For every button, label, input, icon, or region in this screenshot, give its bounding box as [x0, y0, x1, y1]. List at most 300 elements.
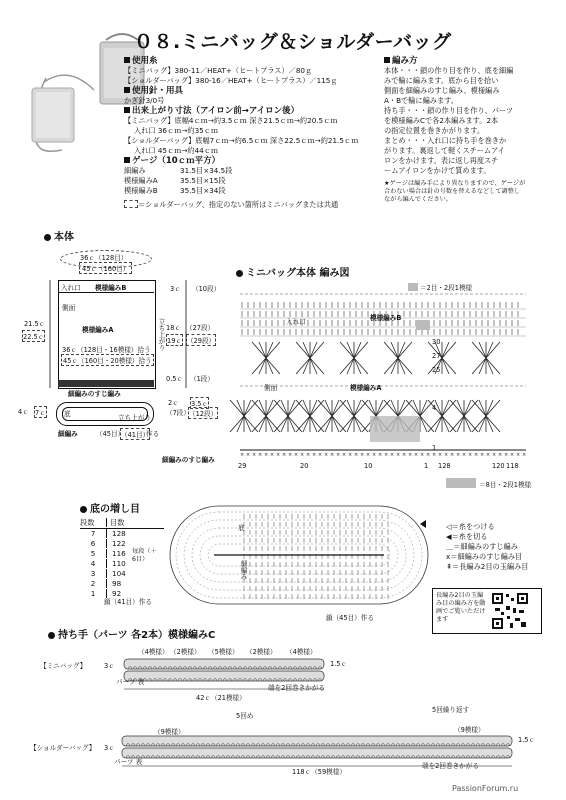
chart-stitch-x: × — [396, 452, 401, 458]
leaf-stitch — [442, 416, 449, 432]
materials-heading: 使用糸 — [132, 56, 158, 66]
col-label-128: 128 — [438, 462, 451, 470]
leaf-stitch — [457, 416, 464, 432]
stand-label: 立ち上がり — [157, 318, 165, 351]
base-row: 7 128 — [90, 529, 126, 538]
height-mini: 21.5ｃ — [24, 320, 46, 328]
size-mini-1: 【ミニバッグ】底幅4ｃｍ→約3.5ｃｍ 深さ21.5ｃｍ→約20.5ｃｍ — [124, 116, 338, 125]
tools-heading: 使用針・用具 — [132, 86, 184, 96]
handle-shoulder-label: 【ショルダーバッグ】 — [30, 744, 96, 752]
base-arrow-icon — [420, 520, 426, 528]
leaf-stitch — [332, 400, 346, 416]
gauge-row: 模様編みA 35.5目×15段 — [124, 176, 226, 185]
mini-length: 42ｃ（21模様） — [196, 694, 246, 702]
dim-v3: 19ｃ — [166, 334, 183, 346]
base-row: 4 110 — [90, 559, 126, 568]
leaf-stitch — [354, 416, 361, 432]
body-schematic — [58, 280, 156, 389]
leaf-stitch — [244, 416, 258, 432]
leaf-stitch — [398, 358, 405, 374]
pickup-row-shoulder: 45ｃ（160目・20模様）拾う — [61, 354, 154, 366]
leaf-stitch — [347, 400, 354, 416]
method-line: 本体・・・鎖の作り目を作り、底を細編 — [384, 66, 514, 75]
chart-heading: ミニバッグ本体 編み図 — [246, 268, 350, 279]
chart-sc-stripe: 細編みのすじ編み — [162, 456, 215, 464]
leaf-stitch — [244, 416, 251, 432]
chart-stitch-x: × — [486, 452, 491, 458]
leaf-stitch — [354, 358, 361, 374]
leaf-stitch — [391, 400, 398, 416]
method-line: ロンをかけます。表に返し再度スチ — [384, 156, 499, 165]
leaf-stitch — [332, 416, 339, 432]
leaf-stitch — [310, 342, 317, 358]
leaf-stitch — [244, 400, 251, 416]
chart-stitch-x: × — [420, 452, 425, 458]
leaf-stitch — [296, 416, 310, 432]
leaf-stitch — [259, 358, 266, 374]
sh-mark-left: （9模様） — [154, 728, 185, 736]
leaf-stitch — [435, 416, 442, 432]
legend-note: ＝ショルダーバッグ、指定のない箇所はミニバッグまたは共通 — [138, 200, 339, 209]
leaf-stitch — [442, 358, 456, 374]
method-line: の指定位置を巻きかがります。 — [384, 126, 485, 135]
bullet-square-icon — [124, 107, 130, 113]
method-line: 側面を細編みのすじ編み、模様編み — [384, 86, 500, 95]
leaf-stitch — [376, 400, 390, 416]
bullet-square-icon — [124, 157, 130, 163]
chart-stitch-x: × — [432, 452, 437, 458]
leaf-stitch — [406, 400, 420, 416]
handle-heading: 持ち手（パーツ 各2本）模様編みC — [58, 630, 216, 641]
chart-stitch-x: × — [276, 452, 281, 458]
chart-stitch-x: × — [342, 452, 347, 458]
leaf-stitch — [472, 416, 486, 432]
size-shoulder-1: 【ショルダーバッグ】底幅7ｃｍ→約6.5ｃｍ 深さ22.5ｃｍ→約21.5ｃｍ — [124, 136, 359, 145]
chart-stitch-x: × — [450, 452, 455, 458]
leaf-stitch — [266, 400, 273, 416]
wrap-shoulder: 端を2回巻きかがる — [422, 762, 479, 770]
chain-count-mini: （45目） — [96, 430, 125, 438]
leaf-stitch — [266, 400, 280, 416]
leaf-stitch — [288, 400, 302, 416]
size-shoulder-2: 入れ口 45ｃｍ→約44ｃｍ — [134, 146, 219, 155]
leaf-stitch — [266, 358, 273, 374]
chart-stitch-x: × — [402, 452, 407, 458]
materials-shoulder: 【ショルダーバッグ】380-16／HEAT+（ヒートプラス）／115ｇ — [124, 76, 338, 85]
leaf-stitch — [486, 358, 500, 374]
leaf-stitch — [398, 342, 405, 358]
chart-stitch-x: × — [498, 452, 503, 458]
leaf-stitch — [296, 400, 310, 416]
chart-stitch-x: × — [492, 452, 497, 458]
leaf-stitch — [479, 358, 486, 374]
qr-code-icon[interactable] — [491, 592, 529, 630]
leaf-stitch — [325, 400, 332, 416]
chain-count-shoulder: （41目） — [120, 428, 150, 440]
chart-side: 側面 — [264, 384, 278, 392]
row-label-27: 27 — [432, 352, 441, 360]
chart-stitch-x: × — [282, 452, 287, 458]
chart-stitch-x: × — [348, 452, 353, 458]
leaf-stitch — [318, 416, 332, 432]
chart-stitch-x: × — [414, 452, 419, 458]
col-label-120: 120 — [492, 462, 505, 470]
leaf-stitch — [296, 342, 310, 358]
chart-stitch-x: × — [504, 452, 509, 458]
bullet-circle-icon — [236, 270, 243, 277]
leaf-stitch — [303, 342, 310, 358]
parts-front-shoulder: パーツ 表 — [114, 758, 143, 766]
chart-stitch-x: × — [510, 452, 515, 458]
mini-right-height: 1.5ｃ — [330, 660, 348, 668]
page-title: ０８.ミニバッグ＆ショルダーバッグ — [134, 31, 452, 53]
col-label-10: 10 — [364, 462, 373, 470]
leaf-stitch — [398, 400, 412, 416]
size-mini-2: 入れ口 36ｃｍ→約35ｃｍ — [134, 126, 219, 135]
chart-stitch-x: × — [468, 452, 473, 458]
base-increase: 毎段（＋6目） — [132, 548, 157, 563]
side-label: 側面 — [62, 304, 76, 312]
leaf-stitch — [486, 342, 500, 358]
body-heading: 本体 — [54, 232, 74, 243]
leaf-stitch — [486, 416, 493, 432]
bullet-circle-icon — [44, 234, 51, 241]
method-note-line: 合わない場合は針の号数を替えるなどして調整し — [384, 188, 521, 195]
leaf-stitch — [288, 416, 302, 432]
leaf-stitch — [266, 342, 273, 358]
chart-stitch-x: × — [384, 452, 389, 458]
leaf-stitch — [303, 358, 310, 374]
row-label-1: 1 — [432, 444, 437, 452]
leaf-stitch — [420, 416, 434, 432]
leaf-stitch — [303, 400, 310, 416]
base-heading: 底の増し目 — [90, 504, 140, 515]
method-line: A・Bで輪に編みます。 — [384, 96, 458, 105]
leaf-stitch — [486, 358, 493, 374]
leaf-stitch — [310, 358, 317, 374]
leaf-stitch — [376, 400, 383, 416]
leaf-stitch — [479, 400, 486, 416]
gauge-heading: ゲージ（10ｃｍ平方） — [132, 156, 221, 166]
leaf-stitch — [464, 416, 478, 432]
method-note-line: ながら編んでください。 — [384, 196, 453, 203]
method-heading: 編み方 — [392, 56, 418, 66]
leaf-stitch — [472, 358, 486, 374]
base-row: 3 104 — [90, 569, 126, 578]
dashed-legend-box — [124, 200, 138, 208]
method-line: みで輪に編みます。底から目を拾い — [384, 76, 499, 85]
row-label-30: 30 — [432, 338, 441, 346]
dim-v4: 0.5ｃ — [166, 375, 184, 383]
base-col-stitches: 目数 — [106, 518, 124, 527]
leaf-stitch — [442, 358, 449, 374]
leaf-stitch — [354, 416, 368, 432]
legend-swatch-large — [446, 478, 476, 488]
chart-stitch-x: × — [372, 452, 377, 458]
leaf-stitch — [340, 400, 354, 416]
bobble-stitch-icon: ⇞ — [446, 562, 453, 571]
leaf-stitch — [486, 400, 493, 416]
handle-mini-height: 3ｃ — [104, 662, 115, 670]
mini-mark-1: （4模様） — [138, 648, 169, 656]
leaf-stitch — [252, 342, 266, 358]
leaf-stitch — [310, 342, 324, 358]
leaf-stitch — [442, 342, 456, 358]
col-label-29: 29 — [238, 462, 247, 470]
leaf-stitch — [340, 358, 354, 374]
base-sc-label: 細編み — [239, 560, 247, 580]
pattern-a-label: 模様編みA — [82, 326, 114, 334]
leaf-stitch — [303, 416, 310, 432]
dim-v2-rows: （27段） — [186, 324, 215, 332]
leaf-stitch — [486, 342, 493, 358]
leaf-stitch — [384, 400, 398, 416]
chart-stitch-x: × — [474, 452, 479, 458]
leaf-stitch — [442, 400, 456, 416]
leaf-stitch — [266, 342, 280, 358]
chart-stitch-x: × — [378, 452, 383, 458]
leaf-stitch — [318, 400, 332, 416]
leaf-stitch — [310, 416, 324, 432]
row-label-4: 4 — [432, 404, 437, 412]
leaf-stitch — [266, 416, 280, 432]
chart-stitch-x: × — [306, 452, 311, 458]
leaf-stitch — [310, 358, 324, 374]
leaf-stitch — [354, 342, 361, 358]
cut-yarn-icon: ◀ — [446, 532, 452, 541]
leaf-stitch — [398, 358, 412, 374]
leaf-stitch — [237, 400, 244, 416]
highlight-block — [370, 416, 420, 442]
shoulder-length: 118ｃ（59模様） — [292, 768, 346, 776]
leaf-stitch — [310, 400, 317, 416]
base-col-rows: 段数 — [80, 518, 95, 527]
leaf-stitch — [266, 358, 280, 374]
leaf-stitch — [325, 416, 332, 432]
dim-v5-rows: （7段） — [166, 409, 190, 417]
leaf-stitch — [354, 342, 368, 358]
base-chart — [164, 500, 434, 610]
dim-v6-rows: （12段） — [188, 407, 218, 419]
handle-shoulder-height: 3ｃ — [104, 744, 115, 752]
chart-stitch-x: × — [264, 452, 269, 458]
mini-mark-5: （4模様） — [286, 648, 317, 656]
chart-stitch-x: × — [318, 452, 323, 458]
leaf-stitch — [237, 416, 244, 432]
leaf-stitch — [230, 400, 244, 416]
chart-stitch-x: × — [462, 452, 467, 458]
dim-v2: 18ｃ — [166, 324, 181, 332]
col-label-20: 20 — [300, 462, 309, 470]
leaf-stitch — [252, 358, 266, 374]
sh-repeat-2: 5回繰り返す — [432, 706, 470, 714]
chart-stitch-x: × — [324, 452, 329, 458]
leaf-stitch — [354, 400, 361, 416]
leaf-stitch — [230, 416, 244, 432]
base-row: 5 116 — [90, 549, 126, 558]
pickup-row-mini: 36ｃ（128目・16模様）拾う — [62, 346, 151, 354]
bullet-square-icon — [124, 87, 130, 93]
leaf-stitch — [362, 400, 376, 416]
leaf-stitch — [274, 400, 288, 416]
chart-stitch-x: × — [390, 452, 395, 458]
method-text — [384, 66, 544, 176]
sh-mark-right: （9模様） — [454, 726, 485, 734]
chart-stitch-x: × — [294, 452, 299, 458]
size-heading: 出来上がり寸法（アイロン前→アイロン後） — [132, 106, 300, 116]
leaf-stitch — [259, 416, 266, 432]
leaf-stitch — [442, 400, 449, 416]
base-chain-make: 鎖（41目）作る — [104, 598, 152, 606]
chart-stitch-x: × — [258, 452, 263, 458]
leaf-stitch — [472, 400, 486, 416]
legend-large: ＝8目・2段1模様 — [479, 481, 532, 489]
sc-back-loop-stitch-icon: ⅹ — [446, 552, 451, 561]
chart-stitch-x: × — [408, 452, 413, 458]
chart-stitch-x: × — [240, 452, 245, 458]
qr-box — [432, 588, 542, 634]
base-chain-label: 鎖（45目）作る — [326, 614, 374, 622]
method-note — [384, 180, 544, 204]
top-width-shoulder: 45ｃ（160目） — [79, 262, 132, 274]
chart-stitch-x: × — [354, 452, 359, 458]
leaf-stitch — [244, 400, 258, 416]
bullet-square-icon — [124, 57, 130, 63]
leaf-stitch — [347, 416, 354, 432]
mini-mark-4: （2模様） — [246, 648, 277, 656]
leaf-stitch — [310, 400, 324, 416]
method-line: ームアイロンをかけて質めます。 — [384, 166, 491, 175]
base-row: 6 122 — [90, 539, 126, 548]
leaf-stitch — [296, 358, 310, 374]
leaf-stitch — [420, 400, 427, 416]
leaf-stitch — [486, 400, 500, 416]
chart-stitch-x: × — [288, 452, 293, 458]
chart-stitch-x: × — [444, 452, 449, 458]
leaf-stitch — [464, 400, 478, 416]
leaf-stitch — [479, 416, 486, 432]
leaf-stitch — [442, 342, 449, 358]
stand-label-2: 立ち上がり — [118, 414, 151, 422]
chart-pattern-a: 模様編みA — [350, 384, 382, 392]
legend-small: ＝2目・2段1模様 — [420, 284, 473, 292]
leaf-stitch — [288, 400, 295, 416]
mini-mark-3: （5模様） — [208, 648, 239, 656]
chart-stitch-x: × — [312, 452, 317, 458]
leaf-stitch — [384, 342, 398, 358]
leaf-stitch — [398, 342, 412, 358]
sh-repeat: 5回め — [236, 712, 254, 720]
leaf-stitch — [347, 342, 354, 358]
base-bottom-label: 底 — [238, 524, 245, 532]
bullet-square-icon — [384, 57, 390, 63]
leaf-stitch — [486, 416, 500, 432]
leaf-stitch — [252, 400, 266, 416]
dim-v1-rows: （10段） — [192, 285, 221, 293]
leaf-stitch — [354, 400, 368, 416]
chart-stitch-x: × — [252, 452, 257, 458]
leaf-stitch — [464, 400, 471, 416]
tools-text: かぎ針3/0号 — [124, 96, 165, 105]
mini-mark-2: （2模様） — [170, 648, 201, 656]
chart-stitch-x: × — [336, 452, 341, 458]
height-shoulder: 22.5ｃ — [22, 330, 45, 342]
watermark: PassionForum.ru — [452, 784, 519, 793]
method-line: 持ち手・・・鎖の作り目を作り、パーツ — [384, 106, 514, 115]
chart-stitch-x: × — [480, 452, 485, 458]
leaf-stitch — [391, 342, 398, 358]
sc-back-loop-icon: ＿ — [446, 542, 454, 551]
leaf-stitch — [252, 416, 266, 432]
leaf-stitch — [332, 400, 339, 416]
chart-stitch-x: × — [522, 452, 527, 458]
chart-pattern-b: 模様編みB — [370, 314, 402, 322]
leaf-stitch — [420, 416, 427, 432]
leaf-stitch — [332, 416, 346, 432]
leaf-stitch — [347, 358, 354, 374]
leaf-stitch — [391, 358, 398, 374]
sc-label: 細編み — [58, 430, 78, 438]
leaf-stitch — [450, 400, 464, 416]
chart-stitch-x: × — [438, 452, 443, 458]
leaf-stitch — [259, 342, 266, 358]
method-line: まとめ・・・入れ口に持ち手を巻きか — [384, 136, 507, 145]
leaf-stitch — [442, 416, 456, 432]
leaf-stitch — [479, 342, 486, 358]
col-label-1: 1 — [424, 462, 429, 470]
chart-stitch-x: × — [426, 452, 431, 458]
bullet-circle-icon — [48, 632, 55, 639]
bottom-height-shoulder: 7ｃ — [34, 406, 47, 418]
leaf-stitch — [274, 416, 288, 432]
chart-stitch-x: × — [366, 452, 371, 458]
row-label-25: 25 — [432, 366, 441, 374]
leaf-stitch — [384, 358, 398, 374]
chart-stitch-x: × — [270, 452, 275, 458]
top-width-mini: 36ｃ（128目） — [80, 254, 128, 262]
leaf-stitch — [472, 342, 486, 358]
make-label: 作る — [146, 430, 160, 438]
symbol-legend: ◁＝糸をつける ◀＝糸を切る ＿＝細編みのすじ編み ⅹ＝細編みのすじ編み目 ⇞＝長編み2目の玉編み目 — [446, 522, 529, 571]
method-note-line: ★ゲージは編み手により異なりますので、ゲージが — [384, 180, 526, 187]
sh-right-height: 1.5ｃ — [518, 736, 536, 744]
opening-label: 入れ口 — [61, 284, 81, 292]
method-line: を模様編みCで各2本編みます。2本 — [384, 116, 499, 125]
leaf-stitch — [266, 416, 273, 432]
leaf-stitch — [369, 400, 376, 416]
dim-v1: 3ｃ — [170, 285, 181, 293]
chart-stitch-x: × — [246, 452, 251, 458]
bullet-circle-icon — [80, 506, 87, 513]
chart-opening: 入れ口 — [286, 318, 306, 326]
leaf-stitch — [398, 400, 405, 416]
qr-text: 長編み2目の玉編み目の編み方を動画でご覧いただけます — [436, 592, 486, 623]
leaf-stitch — [310, 416, 317, 432]
handle-mini-label: 【ミニバッグ】 — [40, 662, 87, 670]
gauge-row: 細編み 31.5目×34.5段 — [124, 166, 233, 175]
leaf-stitch — [259, 400, 266, 416]
materials-mini: 【ミニバッグ】380-11／HEAT+（ヒートプラス）／80ｇ — [124, 66, 313, 75]
leaf-stitch — [464, 416, 471, 432]
leaf-stitch — [428, 416, 442, 432]
chart-stitch-x: × — [360, 452, 365, 458]
dim-v6: 3.5ｃ — [190, 397, 209, 409]
dim-v4-rows: （1段） — [190, 375, 214, 383]
gauge-row: 模様編みB 35.5目×34段 — [124, 186, 226, 195]
leaf-stitch — [281, 400, 288, 416]
base-row: 1 92 — [90, 589, 122, 598]
chart-stitch-x: × — [330, 452, 335, 458]
